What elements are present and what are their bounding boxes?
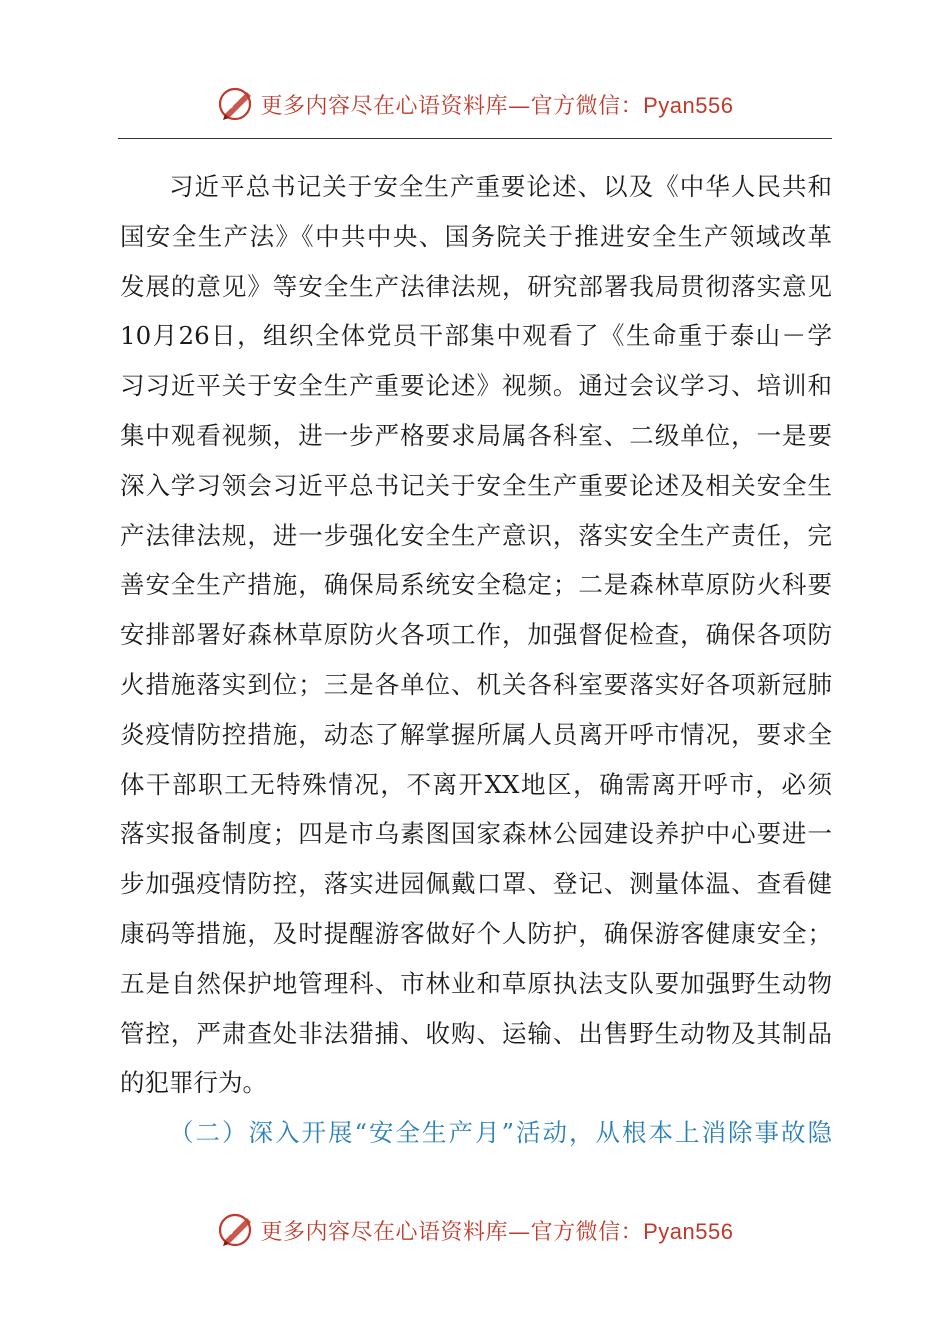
footer-banner <box>0 1208 950 1252</box>
body-line: 10月26日，组织全体党员干部集中观看了《生命重于泰山－学 <box>120 321 832 351</box>
banner-official-label: 官方微信： <box>530 1219 644 1245</box>
body-line: 步加强疫情防控，落实进园佩戴口罩、登记、测量体温、查看健 <box>120 869 832 899</box>
body-line: 集中观看视频，进一步严格要求局属各科室、二级单位，一是要 <box>120 420 832 450</box>
body-line: 国安全生产法》《中共中央、国务院关于推进安全生产领域改革 <box>120 221 832 251</box>
body-line: 火措施落实到位；三是各单位、机关各科室要落实好各项新冠肺 <box>120 669 832 699</box>
body-line: 体干部职工无特殊情况，不离开XX地区，确需离开呼市，必须 <box>120 769 832 799</box>
footer-banner-text <box>261 1215 734 1246</box>
header-banner-text <box>261 89 734 120</box>
banner-wechat-id: Pyan556 <box>643 1218 734 1244</box>
body-line: 安排部署好森林草原防火各项工作，加强督促检查，确保各项防 <box>120 620 832 650</box>
banner-official-label: 官方微信： <box>530 93 644 119</box>
banner-site-name: 更多内容尽在心语资料库 <box>260 93 509 119</box>
body-line: 康码等措施，及时提醒游客做好个人防护，确保游客健康安全； <box>120 918 832 948</box>
banner-dash: — <box>508 1219 531 1245</box>
body-line: 深入学习领会习近平总书记关于安全生产重要论述及相关安全生 <box>120 470 832 500</box>
body-line: 发展的意见》等安全生产法律法规，研究部署我局贯彻落实意见 <box>120 271 832 301</box>
banner-dash: — <box>508 93 531 119</box>
body-line: 产法律法规，进一步强化安全生产意识，落实安全生产责任，完 <box>120 520 832 550</box>
body-line: 习习近平关于安全生产重要论述》视频。通过会议学习、培训和 <box>120 371 832 401</box>
body-text <box>120 162 832 1158</box>
pen-logo-icon <box>217 1210 257 1250</box>
header-banner <box>0 82 950 126</box>
body-line: 习近平总书记关于安全生产重要论述、以及《中华人民共和 <box>169 172 832 201</box>
body-line: 炎疫情防控措施，动态了解掌握所属人员离开呼市情况，要求全 <box>120 719 832 749</box>
pen-logo-icon <box>217 84 257 124</box>
body-line: 善安全生产措施，确保局系统安全稳定；二是森林草原防火科要 <box>120 570 832 600</box>
section-heading: （二）深入开展“安全生产月”活动，从根本上消除事故隐 <box>169 1118 832 1148</box>
body-line: 五是自然保护地管理科、市林业和草原执法支队要加强野生动物 <box>120 968 832 998</box>
banner-site-name: 更多内容尽在心语资料库 <box>260 1219 509 1245</box>
banner-wechat-id: Pyan556 <box>643 92 734 118</box>
body-line: 的犯罪行为。 <box>120 1068 267 1098</box>
header-divider <box>118 138 832 139</box>
body-line: 管控，严肃查处非法猎捕、收购、运输、出售野生动物及其制品 <box>120 1018 832 1048</box>
body-line: 落实报备制度；四是市乌素图国家森林公园建设养护中心要进一 <box>120 819 832 849</box>
